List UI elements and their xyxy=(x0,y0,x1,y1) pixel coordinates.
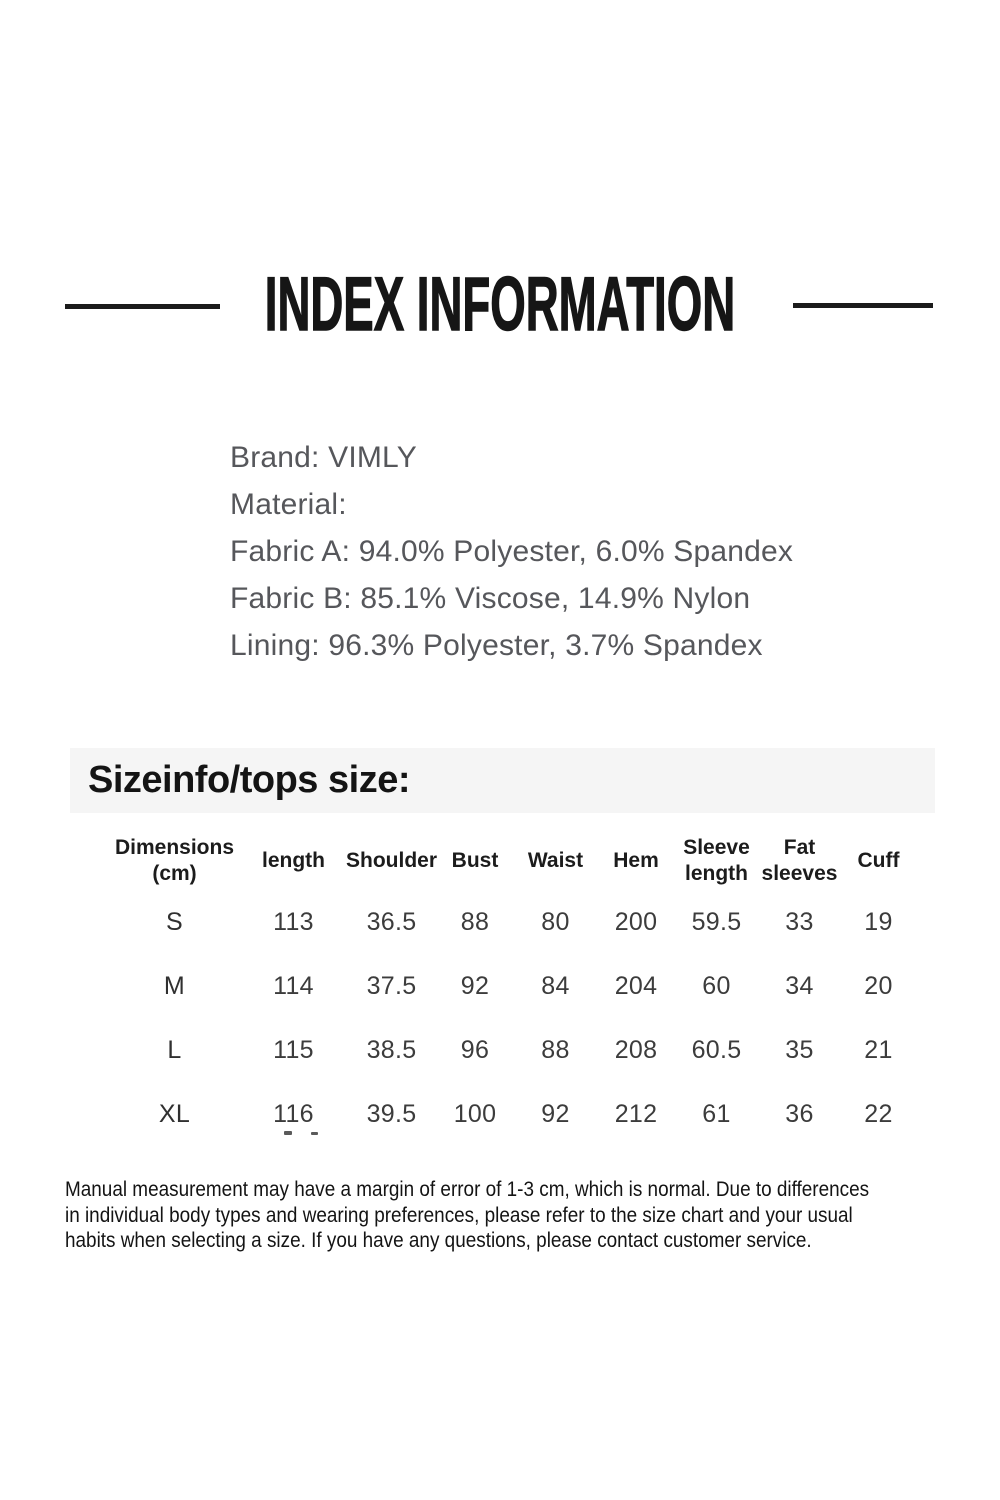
table-row-m xyxy=(110,954,915,1018)
size-label: M xyxy=(163,971,186,1000)
table-cell: 204 xyxy=(614,971,658,1000)
table-cell: 38.5 xyxy=(366,1035,417,1064)
cropped-row-artifact xyxy=(284,1131,292,1135)
table-row-l xyxy=(110,1018,915,1082)
disclaimer-line: in individual body types and wearing preferences, please refer to the size chart and your usual xyxy=(65,1202,853,1227)
table-cell: 115 xyxy=(273,1035,314,1064)
table-cell: 36 xyxy=(785,1099,814,1128)
table-cell: 36.5 xyxy=(366,907,417,936)
size-label: L xyxy=(167,1035,182,1064)
table-cell: 33 xyxy=(785,907,814,936)
table-cell: 19 xyxy=(864,907,893,936)
col-header-sleeve-length: Sleeve length xyxy=(683,836,750,885)
table-cell: 59.5 xyxy=(691,907,742,936)
size-table xyxy=(110,832,915,1146)
table-cell: 60 xyxy=(702,971,731,1000)
table-cell: 60.5 xyxy=(691,1035,742,1064)
table-cell: 92 xyxy=(541,1099,570,1128)
product-info-block xyxy=(230,434,793,669)
table-cell: 39.5 xyxy=(366,1099,417,1128)
size-section-header xyxy=(70,748,935,813)
col-header-shoulder: Shoulder xyxy=(346,849,438,872)
table-cell: 80 xyxy=(541,907,570,936)
size-section-title: Sizeinfo/tops size: xyxy=(88,759,410,801)
size-label: S xyxy=(166,907,183,936)
table-cell: 114 xyxy=(273,971,314,1000)
col-header-cuff: Cuff xyxy=(857,849,900,872)
disclaimer-line: habits when selecting a size. If you have any questions, please contact customer service. xyxy=(65,1228,812,1252)
lining-line: Lining: 96.3% Polyester, 3.7% Spandex xyxy=(230,629,763,662)
fabric-a-line: Fabric A: 94.0% Polyester, 6.0% Spandex xyxy=(230,535,794,568)
table-cell: 113 xyxy=(273,907,314,936)
size-label: XL xyxy=(158,1099,191,1128)
table-cell: 34 xyxy=(785,971,814,1000)
table-cell: 84 xyxy=(541,971,570,1000)
table-cell: 88 xyxy=(460,907,490,936)
cropped-row-artifact xyxy=(311,1132,318,1135)
table-cell: 61 xyxy=(702,1099,731,1128)
disclaimer-line: Manual measurement may have a margin of error of 1-3 cm, which is normal. Due to differences xyxy=(65,1177,870,1201)
table-cell: 88 xyxy=(541,1035,570,1064)
table-cell: 212 xyxy=(614,1099,658,1128)
table-cell: 100 xyxy=(453,1099,497,1128)
measurement-disclaimer xyxy=(65,1177,965,1254)
col-header-length: length xyxy=(262,849,325,872)
col-header-waist: Waist xyxy=(527,849,584,872)
table-cell: 21 xyxy=(864,1035,893,1064)
table-cell: 35 xyxy=(785,1035,814,1064)
table-cell: 116 xyxy=(273,1099,314,1128)
material-line: Material: xyxy=(230,488,347,521)
table-cell: 92 xyxy=(460,971,490,1000)
table-cell: 96 xyxy=(460,1035,490,1064)
table-row-xl xyxy=(110,1082,915,1146)
title-section xyxy=(0,262,1000,347)
table-row-s xyxy=(110,890,915,954)
col-header-fat-sleeves: Fat sleeves xyxy=(761,836,838,885)
table-cell: 208 xyxy=(614,1035,658,1064)
brand-line: Brand: VIMLY xyxy=(230,441,417,474)
col-header-hem: Hem xyxy=(613,849,659,872)
table-cell: 200 xyxy=(614,907,658,936)
table-cell: 37.5 xyxy=(366,971,417,1000)
size-table-header-row xyxy=(110,832,915,890)
col-header-dimensions: Dimensions (cm) xyxy=(114,836,235,885)
fabric-b-line: Fabric B: 85.1% Viscose, 14.9% Nylon xyxy=(230,582,751,615)
table-cell: 20 xyxy=(864,971,893,1000)
page-title: INDEX INFORMATION xyxy=(264,262,736,347)
col-header-bust: Bust xyxy=(451,849,499,872)
table-cell: 22 xyxy=(864,1099,893,1128)
